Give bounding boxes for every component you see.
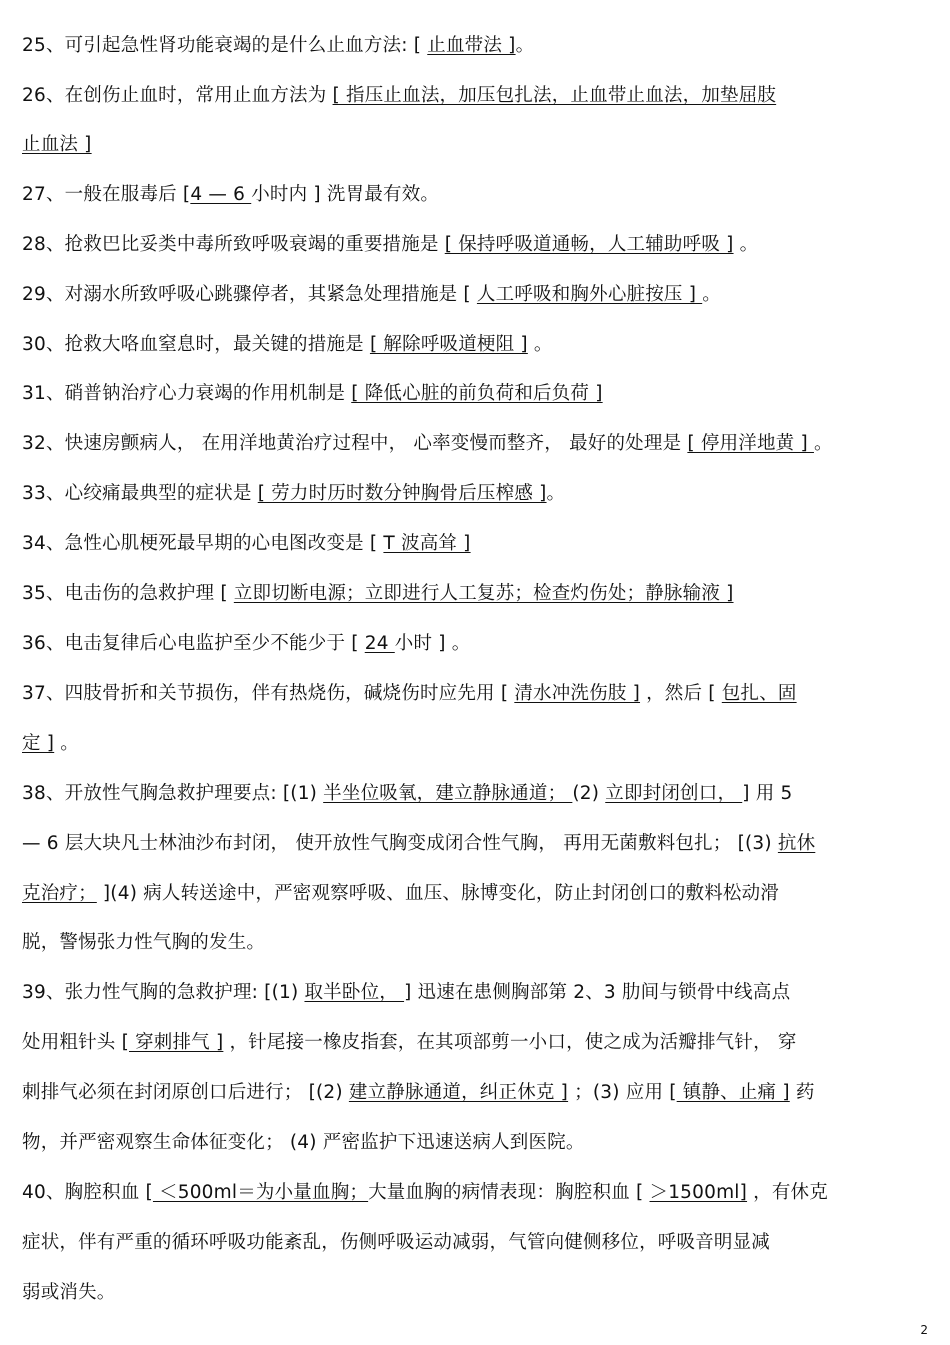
text-line <box>22 681 797 707</box>
answer-text: 清水冲洗伤肢 ] <box>514 683 641 704</box>
question-text: 38、开放性气胸急救护理要点: [(1) <box>22 783 324 804</box>
question-text: ，有休克 <box>747 1182 828 1203</box>
text-line <box>22 481 565 507</box>
question-text: 32、快速房颤病人， 在用洋地黄治疗过程中， 心率变慢而整齐， 最好的处理是 <box>22 433 688 454</box>
answer-text: [ 解除呼吸道梗阻 ] <box>369 334 528 355</box>
answer-text: ＜500ml＝为小量血胸； <box>152 1182 369 1203</box>
text-line <box>22 1230 770 1256</box>
answer-text: 穿刺排气 ] <box>129 1032 224 1053</box>
text-line <box>22 1280 116 1306</box>
answer-text: 抗休 <box>777 833 816 854</box>
answer-text: [ 劳力时历时数分钟胸骨后压榨感 ] <box>257 483 547 504</box>
text-line <box>22 1130 585 1156</box>
question-text: 39、张力性气胸的急救护理: [(1) <box>22 982 305 1003</box>
question-text: 33、心绞痛最典型的症状是 <box>22 483 258 504</box>
question-text: — 6 层大块凡士林油沙布封闭， 使开放性气胸变成闭合性气胸， 再用无菌敷料包扎； [(3) <box>22 833 778 854</box>
text-line <box>22 232 758 258</box>
text-line <box>22 881 779 907</box>
answer-text: 半坐位吸氧，建立静脉通道； <box>323 783 573 804</box>
answer-text: 4 — 6 <box>190 184 252 205</box>
answer-text: 取半卧位， <box>304 982 405 1003</box>
text-line <box>22 1030 797 1056</box>
question-text: 36、电击复律后心电监护至少不能少于 [ <box>22 633 365 654</box>
answer-text: 24 <box>364 633 395 654</box>
text-line <box>22 581 734 607</box>
question-text: 小时内 ] 洗胃最有效。 <box>251 184 440 205</box>
question-text: ，针尾接一橡皮指套，在其项部剪一小口，使之成为活瓣排气针， 穿 <box>223 1032 797 1053</box>
question-text: 症状，伴有严重的循环呼吸功能紊乱，伤侧呼吸运动减弱，气管向健侧移位，呼吸音明显减 <box>22 1232 771 1253</box>
text-line <box>22 1080 815 1106</box>
question-text: 弱或消失。 <box>22 1282 116 1303</box>
question-text: 。 <box>54 733 79 754</box>
question-text: 27、一般在服毒后 [ <box>22 184 191 205</box>
question-text: 26、在创伤止血时，常用止血方法为 <box>22 85 333 106</box>
question-text: ] 迅速在患侧胸部第 2、3 肋间与锁骨中线高点 <box>404 982 791 1003</box>
text-line <box>22 332 553 358</box>
text-line <box>22 631 470 657</box>
text-line <box>22 132 92 158</box>
question-text: 34、急性心肌梗死最早期的心电图改变是 [ <box>22 533 384 554</box>
question-text: (2) <box>572 783 606 804</box>
question-text: 。 <box>813 433 833 454</box>
answer-text: 立即封闭创口， <box>605 783 743 804</box>
text-line <box>22 980 790 1006</box>
question-text: 刺排气必须在封闭原创口后进行； [(2) <box>22 1082 349 1103</box>
text-line <box>22 381 603 407</box>
page-number: 2 <box>920 1323 928 1337</box>
text-line <box>22 731 79 757</box>
question-text: 25、可引起急性肾功能衰竭的是什么止血方法: [ <box>22 35 428 56</box>
text-line <box>22 831 815 857</box>
text-line <box>22 182 439 208</box>
answer-text: [ 指压止血法，加压包扎法，止血带止血法，加垫屈肢 <box>332 85 777 106</box>
question-text: 大量血胸的病情表现：胸腔积血 [ <box>368 1182 650 1203</box>
question-text: ](4) 病人转送途中，严密观察呼吸、血压、脉博变化，防止封闭创口的敷料松动滑 <box>96 883 779 904</box>
text-line <box>22 33 534 59</box>
text-line <box>22 781 792 807</box>
question-text: 。 <box>527 334 553 355</box>
answer-text: 止血带法 ] <box>427 35 516 56</box>
question-text: 物，并严密观察生命体征变化； (4) 严密监护下迅速送病人到医院。 <box>22 1132 585 1153</box>
question-text: 37、四肢骨折和关节损伤，伴有热烧伤，碱烧伤时应先用 [ <box>22 683 515 704</box>
question-text: 小时 ] 。 <box>394 633 471 654</box>
answer-text: [ 停用洋地黄 ] <box>687 433 814 454</box>
question-text: 29、对溺水所致呼吸心跳骤停者，其紧急处理措施是 [ <box>22 284 477 305</box>
answer-text: 克治疗； <box>22 883 97 904</box>
text-line <box>22 531 471 557</box>
question-text: 。 <box>546 483 566 504</box>
text-line <box>22 431 833 457</box>
question-text: 30、抢救大咯血窒息时，最关键的措施是 <box>22 334 370 355</box>
question-text: 。 <box>702 284 721 305</box>
text-line <box>22 930 265 956</box>
answer-text: 镇静、止痛 ] <box>676 1082 790 1103</box>
text-line <box>22 1180 828 1206</box>
answer-text: 立即切断电源；立即进行人工复苏；检查灼伤处；静脉输液 ] <box>233 583 734 604</box>
question-text: ，然后 [ <box>640 683 722 704</box>
answer-text: [ 降低心脏的前负荷和后负荷 ] <box>351 383 603 404</box>
answer-text: ＞1500ml] <box>649 1182 748 1203</box>
question-text: 40、胸腔积血 [ <box>22 1182 153 1203</box>
answer-text: 人工呼吸和胸外心脏按压 ] <box>476 284 703 305</box>
question-text: 。 <box>515 35 535 56</box>
question-text: 35、电击伤的急救护理 [ <box>22 583 234 604</box>
question-text: ] 用 5 <box>742 783 793 804</box>
answer-text: 包扎、固 <box>721 683 797 704</box>
question-text: 药 <box>789 1082 815 1103</box>
answer-text: T 波高耸 ] <box>383 533 471 554</box>
text-line <box>22 83 776 109</box>
question-text: 脱，警惕张力性气胸的发生。 <box>22 932 266 953</box>
question-text: 。 <box>733 234 759 255</box>
question-text: 处用粗针头 [ <box>22 1032 129 1053</box>
answer-text: 定 ] <box>22 733 55 754</box>
question-text: 28、抢救巴比妥类中毒所致呼吸衰竭的重要措施是 <box>22 234 445 255</box>
question-text: 31、硝普钠治疗心力衰竭的作用机制是 <box>22 383 352 404</box>
text-line <box>22 282 721 308</box>
answer-text: [ 保持呼吸道通畅，人工辅助呼吸 ] <box>444 234 734 255</box>
question-text: ；(3) 应用 [ <box>568 1082 677 1103</box>
answer-text: 止血法 ] <box>22 134 92 155</box>
answer-text: 建立静脉通道，纠正休克 ] <box>348 1082 569 1103</box>
